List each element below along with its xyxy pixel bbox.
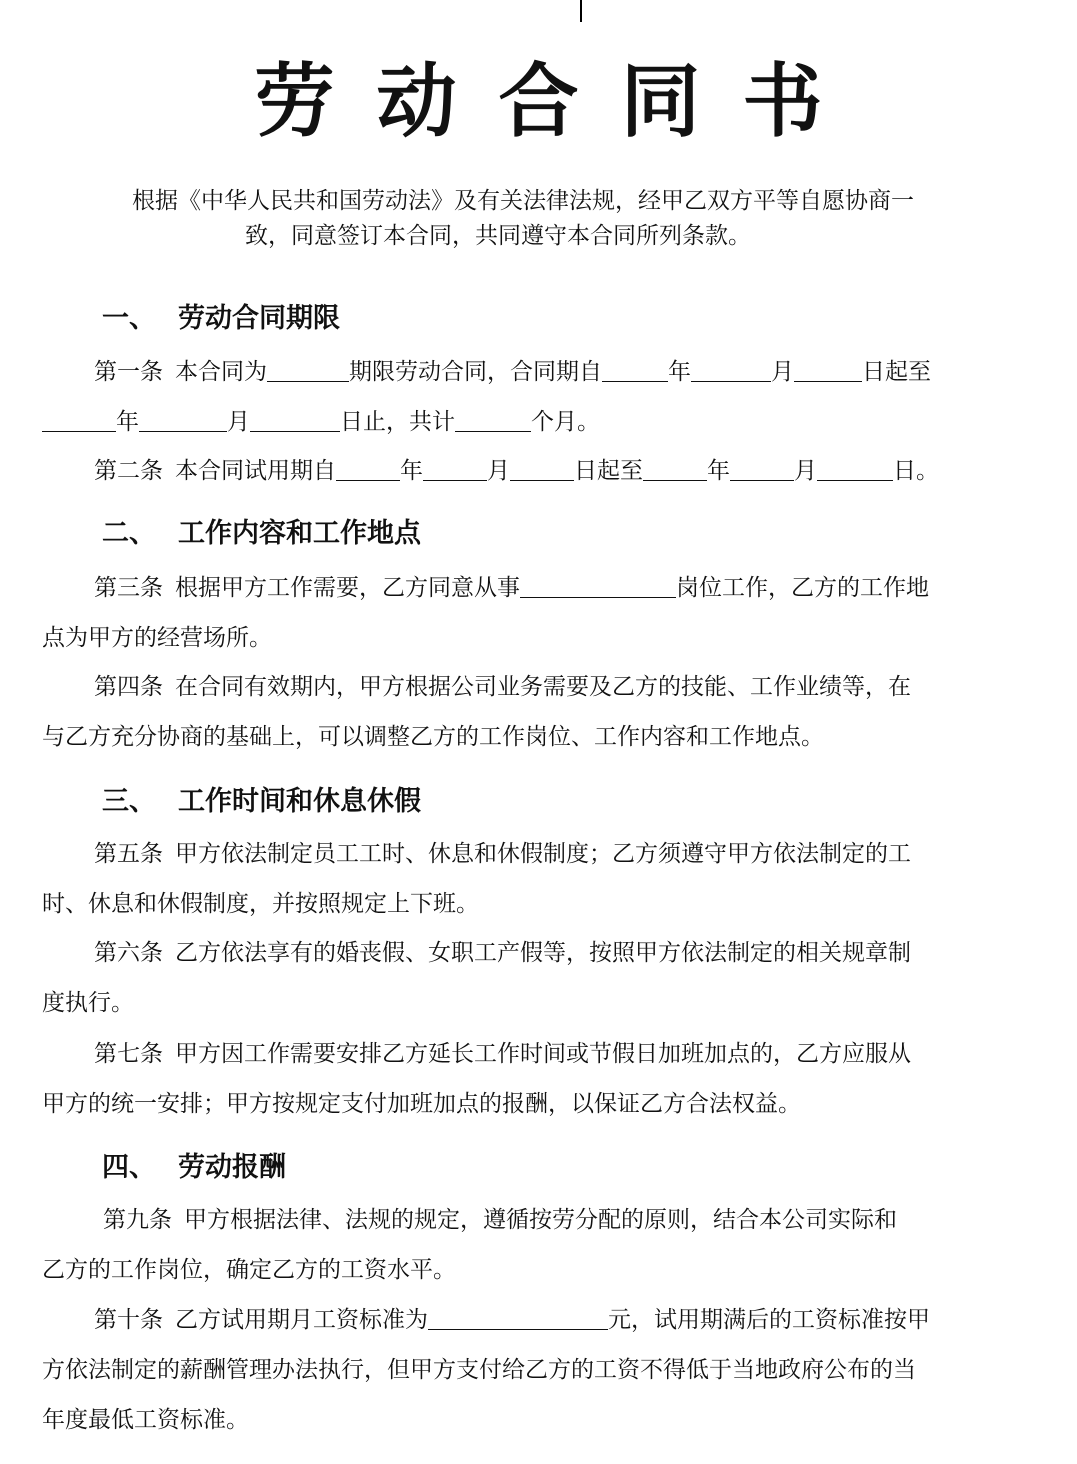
article-line: 第一条 本合同为 期限劳动合同，合同期自 年 月 日起至	[94, 359, 931, 385]
article-label: 第三条	[94, 575, 163, 601]
article-line: 年 月 日止，共计 个月。	[42, 397, 1008, 447]
fill-blank	[730, 458, 794, 481]
section-number: 四、	[102, 1152, 156, 1183]
article-line: 第十条 乙方试用期月工资标准为 元，试用期满后的工资标准按甲	[94, 1307, 930, 1333]
article-line: 第七条 甲方因工作需要安排乙方延长工作时间或节假日加班加点的，乙方应服从	[94, 1041, 911, 1067]
section-heading-4	[102, 1145, 286, 1184]
article-10	[42, 1295, 1008, 1445]
article-line: 第四条 在合同有效期内，甲方根据公司业务需要及乙方的技能、工作业绩等，在	[94, 674, 911, 700]
fill-blank	[428, 1307, 608, 1330]
section-number: 一、	[102, 303, 156, 334]
article-line: 第五条 甲方依法制定员工工时、休息和休假制度；乙方须遵守甲方依法制定的工	[94, 841, 911, 867]
article-line: 时、休息和休假制度，并按照规定上下班。	[42, 891, 479, 917]
article-4	[42, 662, 1008, 762]
intro-line-2: 致，同意签订本合同，共同遵守本合同所列条款。	[245, 223, 751, 249]
article-7	[42, 1029, 1008, 1129]
fill-blank	[794, 359, 862, 382]
article-line: 方依法制定的薪酬管理办法执行，但甲方支付给乙方的工资不得低于当地政府公布的当	[42, 1357, 916, 1383]
section-title: 劳动合同期限	[178, 303, 340, 334]
article-line: 甲方的统一安排；甲方按规定支付加班加点的报酬，以保证乙方合法权益。	[42, 1091, 801, 1117]
article-line: 乙方的工作岗位，确定乙方的工资水平。	[42, 1257, 456, 1283]
article-label: 第二条	[94, 458, 163, 484]
fill-blank	[455, 409, 531, 432]
fill-blank	[691, 359, 771, 382]
section-number: 二、	[102, 518, 156, 549]
article-label: 第七条	[94, 1041, 163, 1067]
fill-blank	[510, 458, 574, 481]
section-title: 劳动报酬	[178, 1152, 286, 1183]
fill-blank	[602, 359, 668, 382]
article-line: 度执行。	[42, 990, 134, 1016]
article-line: 点为甲方的经营场所。	[42, 625, 272, 651]
section-heading-2	[102, 511, 421, 550]
article-line: 第六条 乙方依法享有的婚丧假、女职工产假等，按照甲方依法制定的相关规章制	[94, 940, 911, 966]
article-label: 第九条	[103, 1207, 172, 1233]
section-heading-1	[102, 296, 340, 335]
article-label: 第六条	[94, 940, 163, 966]
article-line: 第三条 根据甲方工作需要，乙方同意从事 岗位工作，乙方的工作地	[94, 575, 929, 601]
article-6	[42, 928, 1008, 1028]
article-1	[42, 347, 1008, 447]
article-label: 第一条	[94, 359, 163, 385]
article-line: 第九条 甲方根据法律、法规的规定，遵循按劳分配的原则，结合本公司实际和	[103, 1207, 897, 1233]
article-3	[42, 563, 1008, 663]
article-2	[42, 446, 1008, 496]
fill-blank	[267, 359, 349, 382]
text-cursor	[580, 0, 582, 22]
section-title: 工作内容和工作地点	[178, 518, 421, 549]
intro-paragraph	[132, 184, 1012, 254]
section-heading-3	[102, 779, 421, 818]
fill-blank	[336, 458, 400, 481]
fill-blank	[817, 458, 893, 481]
fill-blank	[423, 458, 487, 481]
article-5	[42, 829, 1008, 929]
fill-blank	[42, 409, 116, 432]
article-label: 第四条	[94, 674, 163, 700]
article-label: 第十条	[94, 1307, 163, 1333]
document-title: 劳动合同书	[254, 55, 865, 148]
article-label: 第五条	[94, 841, 163, 867]
article-line: 第二条 本合同试用期自 年 月 日起至 年 月 日。	[94, 458, 939, 484]
fill-blank	[139, 409, 227, 432]
article-9	[42, 1195, 1008, 1295]
section-title: 工作时间和休息休假	[178, 786, 421, 817]
article-line: 与乙方充分协商的基础上，可以调整乙方的工作岗位、工作内容和工作地点。	[42, 724, 824, 750]
section-number: 三、	[102, 786, 156, 817]
fill-blank	[643, 458, 707, 481]
intro-line-1: 根据《中华人民共和国劳动法》及有关法律法规，经甲乙双方平等自愿协商一	[132, 188, 914, 214]
article-line: 年度最低工资标准。	[42, 1407, 249, 1433]
fill-blank	[520, 575, 676, 598]
fill-blank	[250, 409, 340, 432]
